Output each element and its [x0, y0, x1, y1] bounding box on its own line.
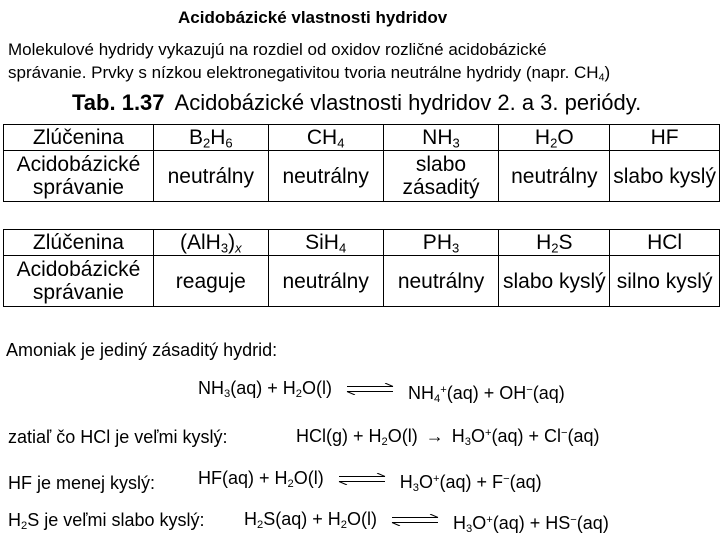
intro-line-2-text: správanie. Prvky s nízkou elektronegativitou tvoria neutrálne hydridy (napr. CH	[8, 63, 599, 82]
table-row	[4, 230, 720, 256]
table-row	[4, 151, 720, 202]
h2s-equation	[244, 509, 609, 535]
table-row	[4, 256, 720, 307]
hcl-text: zatiaľ čo HCl je veľmi kyslý:	[8, 427, 228, 447]
equilibrium-arrow-icon	[337, 473, 387, 485]
ammonia-eq-right: $NH_4^+(aq) + OH^-(aq)$	[408, 383, 565, 405]
formula-ch4: $CH_4$	[268, 125, 383, 151]
formula-nh3: $NH_3$	[383, 125, 499, 151]
formula-h2o: $H_2O$	[499, 125, 610, 151]
intro-line-2-end: )	[604, 63, 611, 82]
page-title: Acidobázické vlastnosti hydridov	[178, 8, 448, 27]
table-caption-label: Tab. 1.37	[72, 90, 165, 115]
behavior-hf: slabo kyslý	[610, 151, 720, 202]
behavior-nh3: slabo zásaditý	[383, 151, 499, 202]
formula-ph3: $PH_3$	[383, 230, 499, 256]
ammonia-equation	[198, 378, 565, 405]
table-caption-text: Acidobázické vlastnosti hydridov 2. a 3. periódy.	[174, 90, 642, 115]
ammonia-eq-left: $NH_3(aq) + H_2O(l)$	[198, 378, 332, 400]
row-label-behavior: Acidobázické správanie	[4, 256, 154, 307]
behavior-h2s: slabo kyslý	[499, 256, 610, 307]
hf-eq-right: $H_3O^+(aq) + F^-(aq)$	[399, 472, 542, 494]
equilibrium-arrow-icon	[390, 514, 440, 526]
formula-sih4: SiH$_4$	[268, 230, 383, 256]
hf-text: HF je menej kyslý:	[8, 473, 156, 493]
h2s-eq-left: $H_2S(aq) + H_2O(l)$	[244, 509, 377, 531]
h2s-eq-right: $H_3O^+(aq) + HS^-(aq)$	[453, 513, 609, 535]
table-row	[4, 125, 720, 151]
intro-line-1: Molekulové hydridy vykazujú na rozdiel od oxidov rozličné acidobázické	[8, 40, 547, 59]
table-period-3	[3, 229, 720, 307]
intro-line-2	[8, 63, 610, 83]
table-period-2	[3, 124, 720, 202]
ammonia-text: Amoniak je jediný zásaditý hydrid:	[6, 340, 278, 360]
behavior-ch4: neutrálny	[268, 151, 383, 202]
row-label-compound: Zlúčenina	[4, 125, 154, 151]
row-label-compound: Zlúčenina	[4, 230, 154, 256]
formula-h2s: $H_2S$	[499, 230, 610, 256]
formula-hcl: HCl	[610, 230, 720, 256]
table-caption	[72, 90, 641, 116]
behavior-b2h6: neutrálny	[153, 151, 268, 202]
formula-hf: HF	[610, 125, 720, 151]
behavior-alh3: reaguje	[153, 256, 268, 307]
behavior-hcl: silno kyslý	[610, 256, 720, 307]
intro-line-2-sub: 4	[598, 71, 605, 84]
formula-b2h6: $B_2H_6$	[153, 125, 268, 151]
formula-alh3x: $(AlH_3)_x$	[153, 230, 268, 256]
behavior-ph3: neutrálny	[383, 256, 499, 307]
row-label-behavior: Acidobázické správanie	[4, 151, 154, 202]
equilibrium-arrow-icon	[345, 383, 395, 395]
behavior-h2o: neutrálny	[499, 151, 610, 202]
hf-equation	[198, 468, 542, 494]
hf-eq-left: $HF(aq) + H_2O(l)$	[198, 468, 324, 490]
hcl-equation: $HCl(g) + H_2O(l) \to H_3O^+(aq) + Cl^-(aq)$	[296, 426, 600, 448]
h2s-text: $H_2S$ je veľmi slabo kyslý:	[8, 510, 205, 532]
behavior-sih4: neutrálny	[268, 256, 383, 307]
